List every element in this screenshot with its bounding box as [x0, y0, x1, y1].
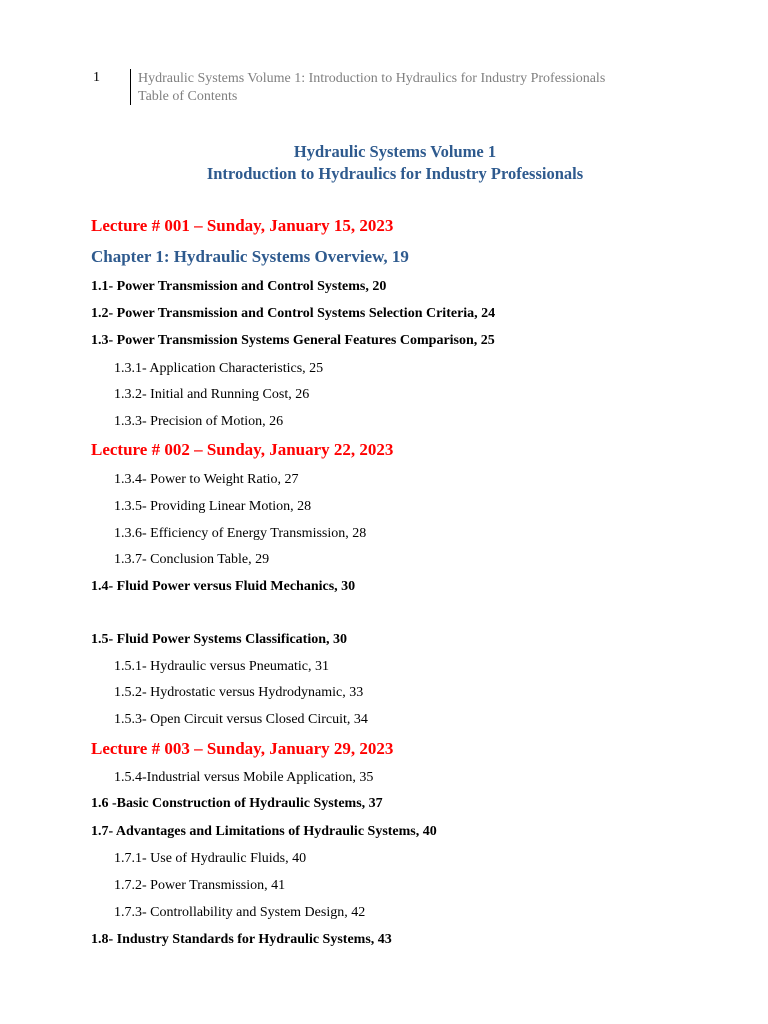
toc-subsection-entry: 1.5.4-Industrial versus Mobile Application, 35 — [114, 770, 374, 785]
toc-subsection-entry: 1.3.4- Power to Weight Ratio, 27 — [114, 472, 299, 487]
document-title — [0, 141, 768, 185]
page-number: 1 — [93, 70, 100, 85]
toc-section-entry: 1.3- Power Transmission Systems General Features Comparison, 25 — [91, 333, 495, 348]
toc-lecture-heading: Lecture # 002 – Sunday, January 22, 2023 — [91, 440, 394, 459]
toc-subsection-entry: 1.3.3- Precision of Motion, 26 — [114, 414, 284, 429]
toc-subsection-entry: 1.5.2- Hydrostatic versus Hydrodynamic, 33 — [114, 685, 364, 700]
toc-section-entry: 1.1- Power Transmission and Control Systems, 20 — [91, 279, 387, 294]
toc-section-entry: 1.6 -Basic Construction of Hydraulic Systems, 37 — [91, 796, 383, 811]
toc-subsection-entry: 1.3.1- Application Characteristics, 25 — [114, 361, 324, 376]
toc-section-entry: 1.7- Advantages and Limitations of Hydraulic Systems, 40 — [91, 824, 437, 839]
header-text — [138, 70, 605, 106]
header-line-2: Table of Contents — [138, 89, 238, 104]
title-line-2: Introduction to Hydraulics for Industry Professionals — [206, 164, 584, 183]
header-divider — [130, 69, 131, 105]
toc-subsection-entry: 1.5.1- Hydraulic versus Pneumatic, 31 — [114, 659, 330, 674]
toc-subsection-entry: 1.7.1- Use of Hydraulic Fluids, 40 — [114, 851, 307, 866]
toc-section-entry: 1.4- Fluid Power versus Fluid Mechanics, 30 — [91, 579, 356, 594]
toc-subsection-entry: 1.7.3- Controllability and System Design, 42 — [114, 905, 366, 920]
toc-lecture-heading: Lecture # 003 – Sunday, January 29, 2023 — [91, 739, 394, 758]
toc-section-entry: 1.8- Industry Standards for Hydraulic Systems, 43 — [91, 932, 392, 947]
toc-subsection-entry: 1.3.5- Providing Linear Motion, 28 — [114, 499, 312, 514]
toc-subsection-entry: 1.3.2- Initial and Running Cost, 26 — [114, 387, 310, 402]
toc-subsection-entry: 1.3.7- Conclusion Table, 29 — [114, 552, 270, 567]
toc-section-entry: 1.2- Power Transmission and Control Systems Selection Criteria, 24 — [91, 306, 496, 321]
toc-chapter-heading: Chapter 1: Hydraulic Systems Overview, 19 — [91, 247, 409, 266]
toc-lecture-heading: Lecture # 001 – Sunday, January 15, 2023 — [91, 216, 394, 235]
page-header — [93, 69, 713, 107]
toc-subsection-entry: 1.7.2- Power Transmission, 41 — [114, 878, 286, 893]
toc-subsection-entry: 1.3.6- Efficiency of Energy Transmission, 28 — [114, 526, 367, 541]
header-line-1: Hydraulic Systems Volume 1: Introduction to Hydraulics for Industry Professionals — [138, 71, 606, 86]
toc-section-entry: 1.5- Fluid Power Systems Classification, 30 — [91, 632, 348, 647]
toc-subsection-entry: 1.5.3- Open Circuit versus Closed Circuit, 34 — [114, 712, 368, 727]
title-line-1: Hydraulic Systems Volume 1 — [293, 142, 497, 161]
